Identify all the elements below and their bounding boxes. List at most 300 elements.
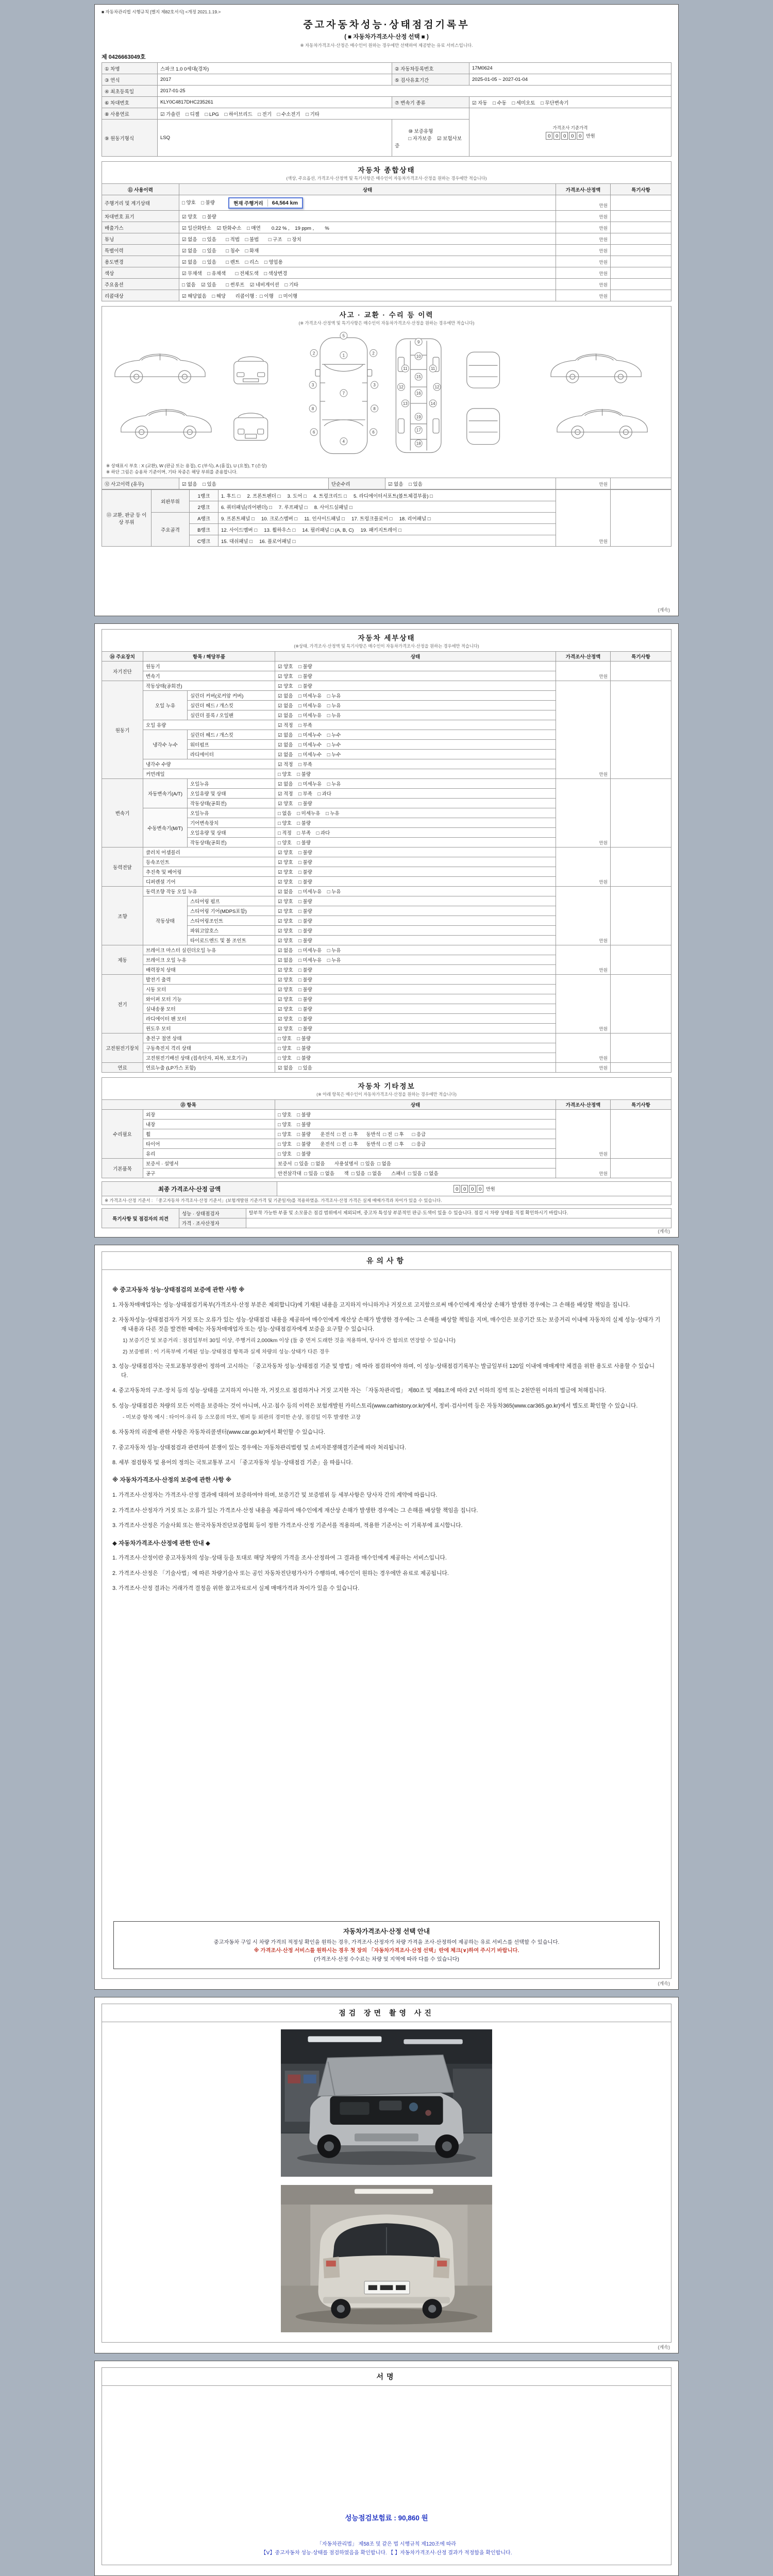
summary-row <box>102 222 671 233</box>
device-state: □ 양호 □ 불량 <box>275 1149 556 1159</box>
device-state: ☑ 양호 □ 불량 <box>275 926 556 936</box>
photo-list <box>102 2022 671 2342</box>
engine-label: ⑨ 원동기형식 <box>102 120 158 157</box>
etc-col-state: 상태 <box>275 1100 556 1110</box>
price-cell: 만원 <box>556 256 611 267</box>
legend-line-1: ※ 상태표시 부호 : X (교환), W (판금 또는 용접), C (부식), A (흠집), U (요철), T (손상) <box>106 463 267 468</box>
svg-text:13: 13 <box>402 401 408 406</box>
summary-row-label: 튜닝 <box>102 233 179 245</box>
sign-statements <box>261 2540 512 2557</box>
price-cell: 만원 <box>556 681 611 779</box>
device-row <box>102 662 671 671</box>
device-name: 기본품목 <box>102 1159 143 1178</box>
device-item: 라디에이터 팬 모터 <box>143 1014 275 1024</box>
price-cell: 만원 <box>556 211 611 222</box>
device-state: ☑ 양호 □ 불량 <box>275 896 556 906</box>
note-cell <box>611 887 671 945</box>
svg-text:4: 4 <box>342 439 345 444</box>
price-digit: 0 <box>453 1185 460 1193</box>
svg-text:2: 2 <box>372 351 375 356</box>
accident-section-title: 사고 · 교환 · 수리 등 이력 <box>102 306 671 319</box>
summary-row <box>102 256 671 267</box>
device-state: ☑ 양호 □ 불량 <box>275 985 556 994</box>
device-item: 변속기 <box>143 671 275 681</box>
device-item: 구동축전지 격리 상태 <box>143 1043 275 1053</box>
select-box-line: 중고자동차 구입 시 차량 가격의 적정성 확인을 원하는 경우, 가격조사·산정자가 차량 가격을 조사·산정하여 제공하는 유료 서비스를 선택할 수 있습니다. <box>213 1939 560 1945</box>
note-cell <box>611 245 671 256</box>
summary-row-label: 차대번호 표기 <box>102 211 179 222</box>
device-state: ☑ 없음 □ 미세누수 □ 누수 <box>275 730 556 740</box>
device-name: 전기 <box>102 975 143 1033</box>
first-reg-label: ④ 최초등록일 <box>102 86 158 97</box>
notice-heading: ◆ 자동차가격조사·산정에 관한 안내 ◆ <box>112 1540 210 1547</box>
detail-table <box>102 651 671 1073</box>
accident-history-table <box>102 478 671 489</box>
device-state: ☑ 없음 □ 미세누수 □ 누수 <box>275 750 556 759</box>
device-state: ☑ 양호 □ 불량 <box>275 906 556 916</box>
continued-mark: (계속) <box>658 1229 670 1234</box>
summary-col-note: 특기사항 <box>611 184 671 195</box>
device-row <box>102 1033 671 1043</box>
device-item: 스티어링조인트 <box>188 916 275 926</box>
note-cell <box>611 662 671 681</box>
device-item: 타이로드엔드 및 볼 조인트 <box>188 936 275 945</box>
summary-row-state: ☑ 일산화탄소 ☑ 탄화수소 □ 매연 0.22 % , 19 ppm , % <box>179 222 556 233</box>
device-state: ☑ 적정 □ 부족 <box>275 759 556 769</box>
device-name: 제동 <box>102 945 143 975</box>
price-cell: 만원 <box>556 233 611 245</box>
device-state: ☑ 없음 □ 미세누유 □ 누유 <box>275 779 556 789</box>
photo-engine-bay <box>276 2029 497 2177</box>
summary-row-state: ☑ 없음 □ 있음 □ 침수 □ 화재 <box>179 245 556 256</box>
reg-no-label: ② 자동차등록번호 <box>392 63 469 74</box>
device-item: 와이퍼 모터 기능 <box>143 994 275 1004</box>
car-damage-diagram <box>105 331 669 461</box>
opinion-text: 탈부착 가능한 부품 및 소모품은 점검 범위에서 제외되며, 중고차 특성상 부분적인 판금·도색이 있을 수 있습니다. 점검 시 차량 상태를 직접 확인하시기 바랍니다. <box>246 1209 671 1218</box>
etc-section-title: 자동차 기타정보 <box>102 1077 671 1091</box>
device-row <box>102 945 671 955</box>
price-cell: 만원 <box>556 245 611 256</box>
notice-list <box>102 1270 671 1921</box>
summary-row-label: 리콜대상 <box>102 290 179 301</box>
note-cell <box>611 681 671 779</box>
device-item: 동력조향 작동 오일 누유 <box>143 887 275 896</box>
warranty-label: ⑩ 보증유형 <box>408 128 433 134</box>
notice-item: 2. 가격조사·산정자가 거짓 또는 오류가 있는 가격조사·산정 내용을 제공하여 매수인에게 재산상 손해가 발생한 경우에는 그 손해를 배상할 책임을 집니다. <box>112 1507 478 1514</box>
summary-row-label: 용도변경 <box>102 256 179 267</box>
summary-row-label: 배출가스 <box>102 222 179 233</box>
engine-value: LSQ <box>158 120 392 157</box>
exchange-label: ⑬ 교환, 판금 등 이상 부위 <box>102 490 152 547</box>
device-subgroup: 냉각수 누수 <box>143 730 188 759</box>
opinion-row <box>102 1209 671 1218</box>
device-item: 작동상태(공회전) <box>188 799 275 808</box>
svg-text:1: 1 <box>342 353 345 358</box>
device-row <box>102 848 671 857</box>
price-digit: 0 <box>561 132 568 140</box>
device-item: 실린더 커버(로커암 커버) <box>188 691 275 701</box>
summary-row <box>102 290 671 301</box>
device-state: ☑ 양호 □ 불량 <box>275 1014 556 1024</box>
final-price-digits <box>453 1187 495 1192</box>
base-price-digits <box>472 132 668 140</box>
price-digit: 0 <box>553 132 560 140</box>
device-state: ☑ 양호 □ 불량 <box>275 799 556 808</box>
price-digit: 0 <box>461 1185 468 1193</box>
device-state: ☑ 없음 □ 미세누유 □ 누유 <box>275 691 556 701</box>
reg-no-value: 17M0624 <box>469 63 671 74</box>
rank-label: A랭크 <box>190 513 219 524</box>
svg-text:11: 11 <box>430 366 435 371</box>
note-cell <box>611 779 671 848</box>
accident-history-label: ⑫ 사고이력 (유무) <box>102 478 179 489</box>
device-row <box>102 975 671 985</box>
svg-text:9: 9 <box>417 340 419 345</box>
car-diagram-area <box>102 328 671 461</box>
table-row <box>102 86 671 97</box>
device-item: 고전원전기배선 상태 (접속단자, 피복, 보호기구) <box>143 1053 275 1063</box>
table-row <box>102 1196 671 1205</box>
summary-row-label: 색상 <box>102 267 179 279</box>
document-subtitle-note: ※ 자동차가격조사·산정은 매수인이 원하는 경우에만 선택하여 제공받는 유료 서비스입니다. <box>300 43 473 48</box>
price-digit: 0 <box>577 132 583 140</box>
device-item: 충전구 절연 상태 <box>143 1033 275 1043</box>
photo-section <box>102 2004 671 2343</box>
detail-col-price: 가격조사·산정액 <box>556 652 611 662</box>
svg-text:19: 19 <box>416 414 421 419</box>
note-cell <box>611 975 671 1033</box>
svg-text:16: 16 <box>416 391 421 396</box>
device-state: □ 양호 □ 불량 <box>275 1043 556 1053</box>
rank-label: 2랭크 <box>190 501 219 513</box>
device-item: 오일유량 및 상태 <box>188 789 275 799</box>
svg-text:14: 14 <box>430 401 435 406</box>
device-row <box>102 681 671 691</box>
device-state: □ 양호 □ 불량 <box>275 838 556 848</box>
summary-row-state: □ 양호 □ 불량 현재 주행거리 64,564 km <box>179 195 556 211</box>
transmission-label: ⑦ 변속기 종류 <box>392 97 469 108</box>
page-3 <box>94 1245 679 1990</box>
device-state: □ 양호 □ 불량 <box>275 818 556 828</box>
table-header-row <box>102 1100 671 1110</box>
rank-label: B랭크 <box>190 524 219 535</box>
accident-history-state: ☑ 없음 □ 있음 <box>179 478 329 489</box>
device-subgroup: 자동변속기(A/T) <box>143 779 188 808</box>
document-number: 제 0426663049호 <box>102 54 146 60</box>
table-header-row <box>102 184 671 195</box>
opinion-label: 특기사항 및 점검자의 의견 <box>102 1209 179 1228</box>
device-name: 고전원전기장치 <box>102 1033 143 1063</box>
device-subgroup: 작동상태 <box>143 896 188 945</box>
fuel-label: ⑧ 사용연료 <box>102 108 158 120</box>
svg-text:11: 11 <box>402 366 407 371</box>
device-state: ☑ 양호 □ 불량 <box>275 994 556 1004</box>
table-row <box>102 1182 671 1196</box>
device-item: 오일누유 <box>188 808 275 818</box>
device-state: □ 양호 □ 불량 운전석 □ 전 □ 후 동반석 □ 전 □ 후 □ 응급 <box>275 1139 556 1149</box>
device-item: 보증서 · 설명서 <box>143 1159 275 1168</box>
summary-row-state: □ 없음 ☑ 있음 □ 썬루프 ☑ 네비게이션 □ 기타 <box>179 279 556 290</box>
device-item: 윈도우 모터 <box>143 1024 275 1033</box>
base-price-label: 가격조사 기준가격 <box>552 125 588 130</box>
page-1 <box>94 4 679 616</box>
etc-col-item: ⑮ 항목 <box>102 1100 275 1110</box>
final-price-value <box>277 1182 671 1196</box>
note-cell <box>611 478 671 489</box>
note-cell <box>611 1063 671 1073</box>
device-item: 공구 <box>143 1168 275 1178</box>
device-state: ☑ 양호 □ 불량 <box>275 975 556 985</box>
note-cell <box>611 233 671 245</box>
inspection-premium: 성능점검보험료 : 90,860 원 <box>345 2514 428 2522</box>
select-box-line: (가격조사·산정 수수료는 차량 및 지역에 따라 다를 수 있습니다) <box>314 1956 459 1962</box>
etc-col-note: 특기사항 <box>611 1100 671 1110</box>
select-box-title: 자동차가격조사·산정 선택 안내 <box>343 1927 430 1935</box>
device-subgroup: 수동변속기(M/T) <box>143 808 188 848</box>
device-state: □ 없음 □ 미세누유 □ 누유 <box>275 808 556 818</box>
summary-table <box>102 183 671 301</box>
price-cell: 만원 <box>556 975 611 1033</box>
device-subgroup: 오일 누유 <box>143 691 188 720</box>
continued-mark: (계속) <box>658 607 670 613</box>
first-reg-value: 2017-01-25 <box>158 86 671 97</box>
device-item: 오일누유 <box>188 779 275 789</box>
summary-col-price: 가격조사·산정액 <box>556 184 611 195</box>
notice-item: 1) 보증기간 및 보증거리 : 점검일부터 30일 이상, 주행거리 2,000km 이상 (둘 중 먼저 도래한 것을 적용하며, 당사자 간 합의로 연장할 수 있습니다) <box>123 1338 456 1344</box>
notice-item: 8. 세부 점검항목 및 용어의 정의는 국토교통부 고시 「중고자동차 성능·상태점검 기준」을 따릅니다. <box>112 1460 353 1466</box>
device-item: 브레이크 오일 누유 <box>143 955 275 965</box>
price-cell: 만원 <box>556 779 611 848</box>
svg-text:3: 3 <box>311 383 314 388</box>
vin-label: ⑥ 차대번호 <box>102 97 158 108</box>
price-cell: 만원 <box>556 222 611 233</box>
device-item: 브레이크 마스터 실린더오일 누유 <box>143 945 275 955</box>
etc-section-note: (※ 아래 항목은 매수인이 자동차가격조사·산정을 원하는 경우에만 적습니다) <box>102 1091 671 1099</box>
device-row <box>102 1063 671 1073</box>
rank-items: 6. 쿼터패널(리어펜더) □ 7. 루프패널 □ 8. 사이드실패널 □ <box>219 501 556 513</box>
summary-row-state: ☑ 해당없음 □ 해당 리콜이행 : □ 이행 □ 미이행 <box>179 290 556 301</box>
device-item: 발전기 출력 <box>143 975 275 985</box>
device-item: 실린더 헤드 / 개스킷 <box>188 730 275 740</box>
device-item: 냉각수 수량 <box>143 759 275 769</box>
device-item: 실린더 헤드 / 개스킷 <box>188 701 275 710</box>
price-digit: 0 <box>469 1185 476 1193</box>
rank-label: 1랭크 <box>190 490 219 501</box>
simple-repair-label: 단순수리 <box>329 478 385 489</box>
note-cell <box>611 256 671 267</box>
device-state: ☑ 없음 □ 미세누수 □ 누수 <box>275 740 556 750</box>
notice-item: 5. 성능·상태점검은 차량의 모든 이력을 보증하는 것이 아니며, 사고·침수 등의 이력은 보험개발원 카히스토리(www.carhistory.or.kr)에서, 정비·검사이력 등은 자동차365(www.car365.go.kr)에서 별도로 확인할 수 있습니다. <box>112 1402 638 1409</box>
detail-col-item: 항목 / 해당부품 <box>143 652 275 662</box>
rank-items: 12. 사이드멤버 □ 13. 휠하우스 □ 14. 필러패널 □ (A, B, C) 19. 패키지트레이 □ <box>219 524 556 535</box>
device-state: ☑ 양호 □ 불량 <box>275 671 556 681</box>
device-row <box>102 1159 671 1168</box>
summary-row <box>102 245 671 256</box>
table-header-row <box>102 652 671 662</box>
device-item: 타이어 <box>143 1139 275 1149</box>
panel-group-label: 주요골격 <box>152 513 190 547</box>
summary-row-label: 특별이력 <box>102 245 179 256</box>
price-cell: 만원 <box>556 1033 611 1063</box>
mileage-popup <box>228 197 303 209</box>
select-box-lines <box>121 1939 652 1964</box>
device-state: ☑ 없음 □ 미세누유 □ 누유 <box>275 701 556 710</box>
device-state: ☑ 양호 □ 불량 <box>275 1004 556 1014</box>
mileage-label: 현재 주행거리 <box>233 199 268 207</box>
device-item: 오일 유량 <box>143 720 275 730</box>
document-title: 중고자동차성능·상태점검기록부 <box>303 20 470 30</box>
note-cell <box>611 1159 671 1178</box>
price-cell: 만원 <box>556 290 611 301</box>
price-digit: 0 <box>569 132 576 140</box>
device-item: 디퍼렌셜 기어 <box>143 877 275 887</box>
document-header <box>102 17 671 48</box>
device-item: 작동상태(공회전) <box>188 838 275 848</box>
device-state: □ 양호 □ 불량 <box>275 1053 556 1063</box>
device-item: 라디에이터 <box>188 750 275 759</box>
device-item: 휠 <box>143 1129 275 1139</box>
device-item: 스티어링 펌프 <box>188 896 275 906</box>
device-state: ☑ 없음 □ 미세누유 □ 누유 <box>275 955 556 965</box>
warranty-cell <box>392 120 469 157</box>
device-state: ☑ 양호 □ 불량 <box>275 867 556 877</box>
svg-text:6: 6 <box>312 430 315 435</box>
notice-item: 3. 가격조사·산정 결과는 거래가격 결정을 위한 참고자료로서 실제 매매가격과 차이가 있을 수 있습니다. <box>112 1585 360 1592</box>
note-cell <box>611 290 671 301</box>
opinion-who: 성능 · 상태점검자 <box>179 1209 246 1218</box>
note-cell <box>611 490 671 547</box>
notice-item: 6. 자동차의 리콜에 관한 사항은 자동차리콜센터(www.car.go.kr)에서 확인할 수 있습니다. <box>112 1429 325 1436</box>
price-digit: 0 <box>477 1185 483 1193</box>
notice-heading: ※ 자동차가격조사·산정의 보증에 관한 사항 ※ <box>112 1477 232 1484</box>
price-cell: 만원 <box>556 267 611 279</box>
note-cell <box>611 945 671 975</box>
device-state: ☑ 적정 □ 부족 □ 과다 <box>275 789 556 799</box>
note-cell <box>611 211 671 222</box>
warranty-value: □ 자가보증 ☑ 보험사보증 <box>395 135 462 149</box>
year-value: 2017 <box>158 74 392 86</box>
note-cell <box>611 279 671 290</box>
svg-text:5: 5 <box>342 333 345 338</box>
summary-col-state: 상태 <box>179 184 556 195</box>
rank-items: 1. 후드 □ 2. 프론트펜더 □ 3. 도어 □ 4. 트렁크리드 □ 5. 라디에이터서포트(볼트체결부품) □ <box>219 490 556 501</box>
device-item: 원동기 <box>143 662 275 671</box>
summary-row <box>102 195 671 211</box>
device-row <box>102 779 671 789</box>
svg-text:17: 17 <box>416 428 421 433</box>
price-cell: 만원 <box>556 1110 611 1159</box>
device-item: 오일유량 및 상태 <box>188 828 275 838</box>
summary-row <box>102 279 671 290</box>
sign-section <box>102 2367 671 2565</box>
notice-title: 유의사항 <box>102 1252 671 1270</box>
svg-text:10: 10 <box>416 354 421 359</box>
price-survey-select-box <box>113 1921 660 1969</box>
price-unit: 만원 <box>486 1187 495 1192</box>
table-row <box>102 63 671 74</box>
rank-items: 15. 대쉬패널 □ 16. 플로어패널 □ <box>219 535 556 547</box>
price-cell: 만원 <box>556 1063 611 1073</box>
opinion-text <box>246 1218 671 1228</box>
device-state: 보증서 □ 있음 □ 없음 사용설명서 □ 있음 □ 없음 <box>275 1159 556 1168</box>
device-name: 동력전달 <box>102 848 143 887</box>
summary-row-state: ☑ 없음 □ 있음 □ 렌트 □ 리스 □ 영업용 <box>179 256 556 267</box>
photo-rear-view <box>276 2185 497 2332</box>
price-cell: 만원 <box>556 490 611 547</box>
price-digit: 0 <box>546 132 552 140</box>
device-state: ☑ 양호 □ 불량 <box>275 848 556 857</box>
device-state: □ 양호 □ 불량 <box>275 1120 556 1129</box>
summary-row-label: 주행거리 및 계기상태 <box>102 195 179 211</box>
photo-section-title: 점검 장면 촬영 사진 <box>102 2004 671 2022</box>
svg-text:2: 2 <box>312 351 315 356</box>
sign-statement-2: 【Ⅴ】중고자동차 성능·상태를 점검하였음을 확인합니다. 【 】자동차가격조사·산정 결과가 적정함을 확인합니다. <box>261 2550 512 2556</box>
summary-row-state: ☑ 없음 □ 있음 □ 적법 □ 불법 □ 구조 □ 장치 <box>179 233 556 245</box>
price-cell: 만원 <box>556 279 611 290</box>
vin-value: KLY0C4817DHC235261 <box>158 97 392 108</box>
device-item: 시동 모터 <box>143 985 275 994</box>
summary-row <box>102 233 671 245</box>
device-name: 수리필요 <box>102 1110 143 1159</box>
note-cell <box>611 1033 671 1063</box>
device-state: □ 양호 □ 불량 <box>275 1033 556 1043</box>
opinion-table <box>102 1208 671 1228</box>
device-state: ☑ 없음 □ 미세누유 □ 누유 <box>275 710 556 720</box>
svg-text:7: 7 <box>342 391 345 396</box>
damage-code-legend <box>102 461 671 478</box>
device-state: ☑ 양호 □ 불량 <box>275 662 556 671</box>
price-cell: 만원 <box>556 195 611 211</box>
device-item: 외장 <box>143 1110 275 1120</box>
device-state: □ 양호 □ 불량 <box>275 769 556 779</box>
rank-label: C랭크 <box>190 535 219 547</box>
mileage-value: 64,564 km <box>272 199 298 206</box>
summary-section-note: (색상, 주요옵션, 가격조사·산정액 및 특기사항은 매수인이 자동차가격조사·산정을 원하는 경우에만 적습니다) <box>102 175 671 183</box>
svg-text:8: 8 <box>373 406 376 411</box>
opinion-row <box>102 1218 671 1228</box>
page-4 <box>94 1997 679 2353</box>
summary-row <box>102 211 671 222</box>
legend-line-2: ※ 하단 그림은 승용차 기준이며, 기타 차종은 해당 부위를 준용합니다. <box>106 469 238 474</box>
notice-item: - 미보증 항목 예시 : 타이어·유리 등 소모품의 마모, 범퍼 등 외관의 경미한 손상, 점검일 이후 발생한 고장 <box>123 1415 361 1421</box>
basic-info-table <box>102 62 671 157</box>
summary-row-state: ☑ 양호 □ 불량 <box>179 211 556 222</box>
table-row <box>102 74 671 86</box>
device-item: 스티어링 기어(MDPS포함) <box>188 906 275 916</box>
device-state: ☑ 양호 □ 불량 <box>275 857 556 867</box>
svg-text:3: 3 <box>373 383 376 388</box>
notice-item: 3. 가격조사·산정은 기술사회 또는 한국자동차진단보증협회 등이 정한 가격조사·산정 기준서를 적용하며, 적용한 기준서는 이 기록부에 표시합니다. <box>112 1522 463 1529</box>
device-item: 내장 <box>143 1120 275 1129</box>
device-item: 유리 <box>143 1149 275 1159</box>
device-name: 변속기 <box>102 779 143 848</box>
device-item: 기어변속장치 <box>188 818 275 828</box>
panel-group-label: 외판부위 <box>152 490 190 513</box>
notice-section <box>102 1251 671 1979</box>
price-cell: 만원 <box>556 478 611 489</box>
fuel-value: ☑ 가솔린 □ 디젤 □ LPG □ 하이브리드 □ 전기 □ 수소전기 □ 기타 <box>158 108 469 120</box>
continued-mark: (계속) <box>658 2345 670 2350</box>
price-cell: 만원 <box>556 945 611 975</box>
detail-section-title: 자동차 세부상태 <box>102 629 671 642</box>
inspection-value: 2025-01-05 ~ 2027-01-04 <box>469 74 671 86</box>
form-reference: ■ 자동차관리법 시행규칙 [별지 제82호서식] <개정 2021.1.19.> <box>102 9 221 14</box>
svg-text:6: 6 <box>372 430 375 435</box>
table-row <box>102 97 671 108</box>
notice-item: 1. 가격조사·산정자는 가격조사·산정 결과에 대하여 보증하여야 하며, 보증기간 및 보증범위 등 세부사항은 당사자 간의 계약에 따릅니다. <box>112 1492 438 1499</box>
svg-text:18: 18 <box>416 441 421 446</box>
price-cell: 만원 <box>556 1159 611 1178</box>
